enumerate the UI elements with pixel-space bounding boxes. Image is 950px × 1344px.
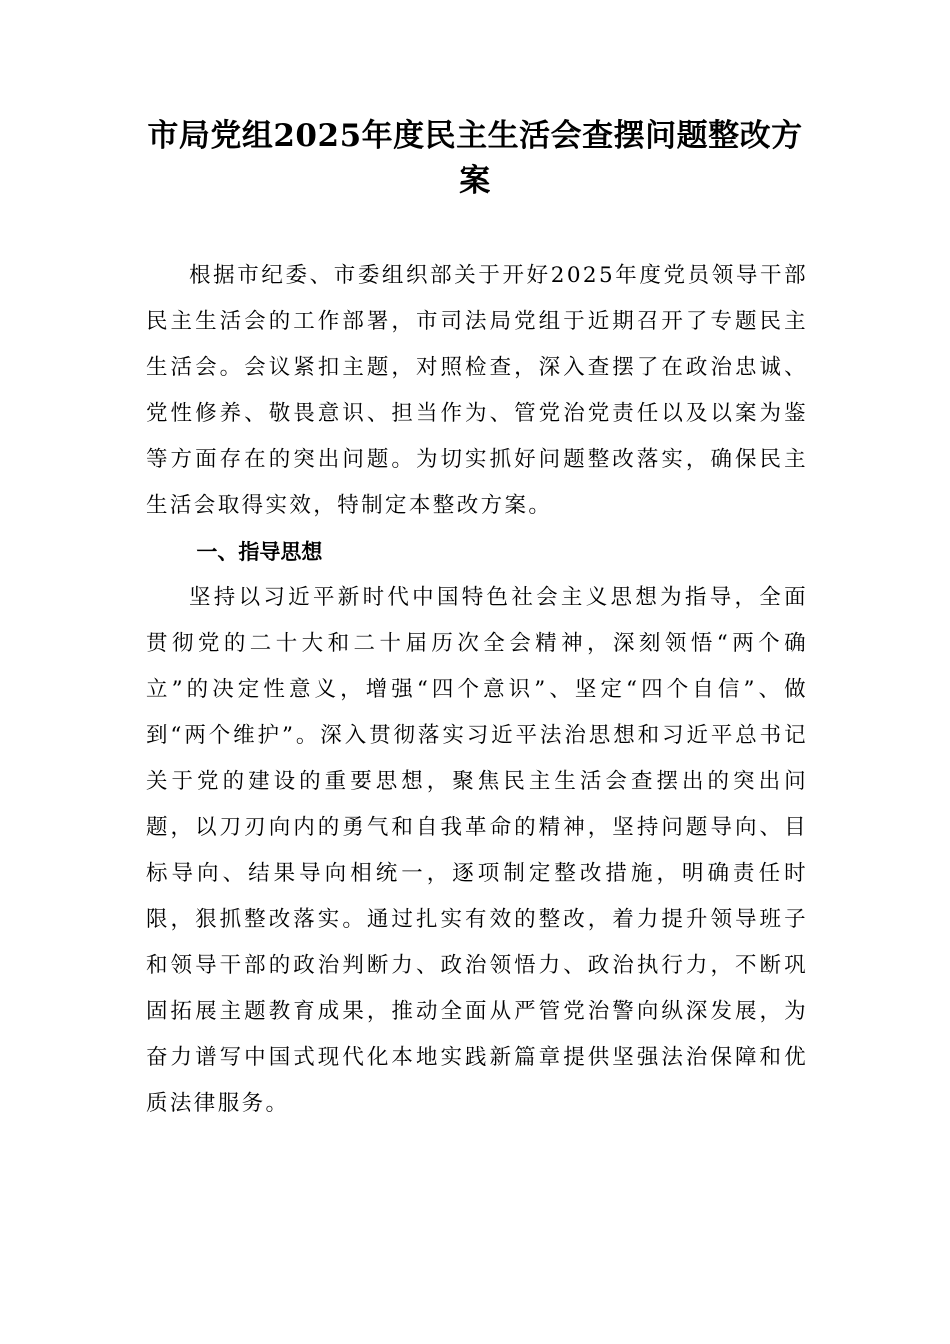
section-heading-guiding-ideology: 一、指导思想 xyxy=(196,540,323,564)
document-title: 市局党组2025年度民主生活会查摆问题整改方案 xyxy=(147,118,803,199)
document-body xyxy=(146,253,808,1127)
intro-paragraph: 根据市纪委、市委组织部关于开好2025年度党员领导干部民主生活会的工作部署，市司法局党组于近期召开了专题民主生活会。会议紧扣主题，对照检查，深入查摆了在政治忠诚、党性修养、敬畏意识、担当作为、管党治党责任以及以案为鉴等方面存在的突出问题。为切实抓好问题整改落实，确保民主生活会取得实效，特制定本整改方案。 xyxy=(146,263,808,518)
section-paragraph-guiding-ideology: 坚持以习近平新时代中国特色社会主义思想为指导，全面贯彻党的二十大和二十届历次全会精神，深刻领悟“两个确立”的决定性意义，增强“四个意识”、坚定“四个自信”、做到“两个维护”。深入贯彻落实习近平法治思想和习近平总书记关于党的建设的重要思想，聚焦民主生活会查摆出的突出问题，以刀刃向内的勇气和自我革命的精神，坚持问题导向、目标导向、结果导向相统一，逐项制定整改措施，明确责任时限，狠抓整改落实。通过扎实有效的整改，着力提升领导班子和领导干部的政治判断力、政治领悟力、政治执行力，不断巩固拓展主题教育成果，推动全面从严管党治警向纵深发展，为奋力谱写中国式现代化本地实践新篇章提供坚强法治保障和优质法律服务。 xyxy=(146,585,808,1116)
